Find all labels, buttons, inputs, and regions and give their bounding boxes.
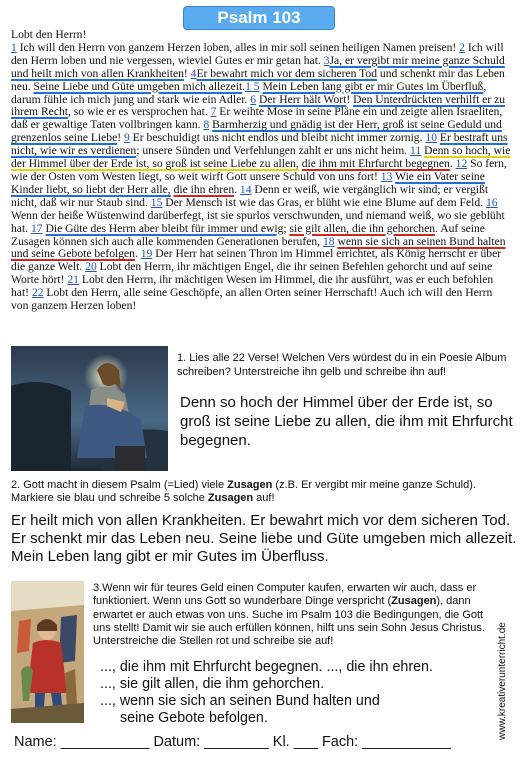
task-3-answer-line: ..., sie gilt allen, die ihm gehorchen. xyxy=(100,676,325,692)
blue-underline: Mein Leben lang gibt er mir Gutes im Überfluß xyxy=(262,79,484,93)
verse-number: 15 xyxy=(150,195,163,209)
verse-number: 16 xyxy=(485,195,498,209)
blue-underline: Der Herr hält Wort xyxy=(258,92,347,106)
verse-number: 10 xyxy=(425,131,437,145)
task-3-keyword: Zusagen xyxy=(391,595,437,608)
task-2-question-text: (z.B. Er vergibt mir meine ganze Schuld). Markiere sie blau und schreibe 5 solche xyxy=(11,479,476,504)
red-underline: wenn sie sich an seinen Bund halten und seine Gebote befolgen xyxy=(11,234,506,261)
verse-text: und schenkt mir das Leben neu. xyxy=(11,66,505,93)
verse-text: ; xyxy=(283,221,290,235)
task-3-answer-line: seine Gebote befolgen. xyxy=(120,710,268,726)
verse-number: 13 xyxy=(380,169,393,183)
prayer-drawing-image xyxy=(11,581,84,723)
psalm-body xyxy=(11,42,511,313)
task-1-answer: Denn so hoch der Himmel über der Erde ist, so groß ist seine Liebe zu allen, die ihm mit Ehrfurcht begegnen. xyxy=(180,394,513,449)
psalm-text xyxy=(11,29,511,313)
verse-text: Ich will den Herrn von ganzem Herzen loben, alles in mir soll seinen heiligen Namen preisen! xyxy=(16,40,460,54)
task-3-question-text: ), dann erwartet er auch etwas von uns. Suche im Psalm 103 die Bedingungen, die Gott uns stellt! Damit wir sie auch erfüllen können, hilft uns sein Sohn Jesus Christus. Unterstreiche die Stellen rot und schreibe sie auf! xyxy=(93,595,485,648)
verse-number: 9 xyxy=(124,131,130,145)
verse-number: 1 xyxy=(11,40,17,54)
verse-number: 3 xyxy=(323,53,330,67)
verse-text: . Auf seine Zusagen können sich auch alle kommenden Generationen berufen, xyxy=(11,221,485,248)
verse-text: Lobt den Herrn, ihr mächtigen Engel, die ihr seinen Befehlen gehorcht und auf seine Worte hört! xyxy=(11,260,493,287)
verse-number: 6 xyxy=(250,92,257,106)
verse-text: . xyxy=(449,157,456,171)
task-3-question xyxy=(93,582,503,648)
task-2-question xyxy=(11,479,519,505)
task-1-question: 1. Lies alle 22 Verse! Welchen Vers würdest du in ein Poesie Album schreiben? Unterstreiche ihn gelb und schreibe ihn auf! xyxy=(177,352,507,378)
verse-number: 17 xyxy=(30,221,43,235)
verse-number: 1 5 xyxy=(245,79,260,93)
page-title: Psalm 103 xyxy=(183,6,335,30)
verse-text: Lobt den Herrn, alle seine Geschöpfe, an allen Orten seiner Herrschaft! Auch ich will den Herrn von ganzem Herzen loben! xyxy=(11,286,493,313)
blue-underline: Wie ein Vater seine Kinder liebt, so liebt der Herr alle, xyxy=(11,169,485,196)
red-underline: sie gilt allen, die ihn gehorchen xyxy=(289,221,436,235)
yellow-underline: Denn so hoch, wie der Himmel über der Erde ist, so groß ist seine Liebe zu allen, xyxy=(11,144,511,171)
verse-text: , so wie er es versprochen hat. xyxy=(67,105,211,119)
blue-underline: Ja, er vergibt mir meine ganze Schuld und heilt mich von allen Krankheiten xyxy=(11,53,505,80)
task-3-answer xyxy=(100,659,500,727)
task-2-question-text: 2. Gott macht in diesem Psalm (=Lied) viele xyxy=(11,479,228,491)
task-3-question-text: 3.Wenn wir für teures Geld einen Computer kaufen, erwarten wir auch, dass er funktioniert. Wenn uns Gott so wunderbare Dinge verspricht ( xyxy=(93,582,477,608)
red-underline: die ihm mit Ehrfurcht begegnen xyxy=(301,157,450,171)
verse-text: Der Mensch ist wie das Gras, er blüht wie eine Blume auf dem Feld. xyxy=(162,195,486,209)
verse-text: , darum fühle ich mich jung und stark wie ein Adler. xyxy=(11,79,487,106)
task-2-question-text: auf! xyxy=(253,492,275,504)
verse-number: 4 xyxy=(190,66,197,80)
verse-number: 22 xyxy=(31,286,44,300)
verse-number: 2 xyxy=(459,40,465,54)
red-underline: die ihn ehren xyxy=(173,182,235,196)
verse-number: 19 xyxy=(140,247,153,261)
blue-underline: Den Unterdrückten verhilft er zu ihrem Recht xyxy=(11,92,506,119)
blue-underline: Er bestraft uns nicht, wie wir es verdienen xyxy=(11,131,508,158)
verse-text: Lobt den Herrn, ihr mächtigen Wesen im Himmel, die ihr ausführt, was er euch befohlen hat! xyxy=(11,273,494,300)
verse-text: ! xyxy=(117,131,124,145)
verse-text: ; unsere Sünden und Verfehlungen zahlt er uns nicht heim. xyxy=(136,144,411,158)
verse-number: 12 xyxy=(455,157,468,171)
verse-text: ! xyxy=(183,66,191,80)
verse-text: Wenn der heiße Wüstenwind darüberfegt, ist sie spurlos verschwunden, und niemand weiß, wo sie geblüht hat. xyxy=(11,208,505,235)
verse-text: . xyxy=(234,182,240,196)
verse-number: 11 xyxy=(410,144,422,158)
task-2-keyword: Zusagen xyxy=(227,479,273,491)
verse-text: So fern, wie der Osten vom Westen liegt, so weit wirft Gott unsere Schuld von uns fort! xyxy=(11,157,507,183)
verse-number: 18 xyxy=(322,234,335,248)
verse-text: . xyxy=(134,247,141,261)
verse-text: Er beschuldigt uns nicht endlos und bleibt nicht immer zornig. xyxy=(129,131,426,145)
verse-text: Er weihte Mose in seine Pläne ein und zeigte allen Israeliten, daß er gewaltige Taten vollbringen kann. xyxy=(11,105,503,132)
blue-underline: Seine Liebe und Güte umgeben mich allezeit xyxy=(33,79,243,93)
task-3-answer-line: ..., wenn sie sich an seinen Bund halten und xyxy=(100,693,380,709)
verse-number: 7 xyxy=(210,105,217,119)
verse-text: . xyxy=(242,79,246,93)
blue-underline: Barmherzig und gnädig ist der Herr, groß ist seine Geduld und grenzenlos seine Liebe xyxy=(11,118,502,145)
task-3-answer-line: ..., die ihm mit Ehrfurcht begegnen. ..., die ihn ehren. xyxy=(100,659,433,675)
blue-underline: Die Güte des Herrn aber bleibt für immer und ewig xyxy=(45,221,284,235)
website-credit: www.kreativerunterricht.de xyxy=(497,622,508,740)
verse-text: Ich will den Herrn loben und nie vergessen, wieviel Gutes er mir getan hat. xyxy=(11,40,504,67)
verse-text: Denn er weiß, wie vergänglich wir sind; er vergißt nicht, daß wir nur Staub sind. xyxy=(11,182,489,209)
verse-number: 8 xyxy=(203,118,210,132)
verse-text: ! xyxy=(346,92,354,106)
verse-number: 21 xyxy=(67,273,79,287)
jesus-praying-image xyxy=(11,346,168,471)
task-2-answer: Er heilt mich von allen Krankheiten. Er bewahrt mich vor dem sicheren Tod. Er schenkt mir das Leben neu. Seine liebe und Güte umgeben mich allezeit. Mein Leben lang gibt er mir Gutes im Überfluss. xyxy=(11,512,517,565)
name-date-class-subject-line: Name: ___________ Datum: ________ Kl. ___ Fach: ___________ xyxy=(14,734,451,750)
verse-number: 14 xyxy=(239,182,252,196)
verse-number: 20 xyxy=(85,260,97,274)
task-2-keyword: Zusagen xyxy=(207,492,254,504)
psalm-heading: Lobt den Herrn! xyxy=(11,28,87,41)
blue-underline: Er bewahrt mich vor dem sicheren Tod xyxy=(196,66,378,80)
verse-text: Der Herr hat seinen Thron im Himmel errichtet, als König herrscht er über die ganze Welt. xyxy=(11,247,502,274)
